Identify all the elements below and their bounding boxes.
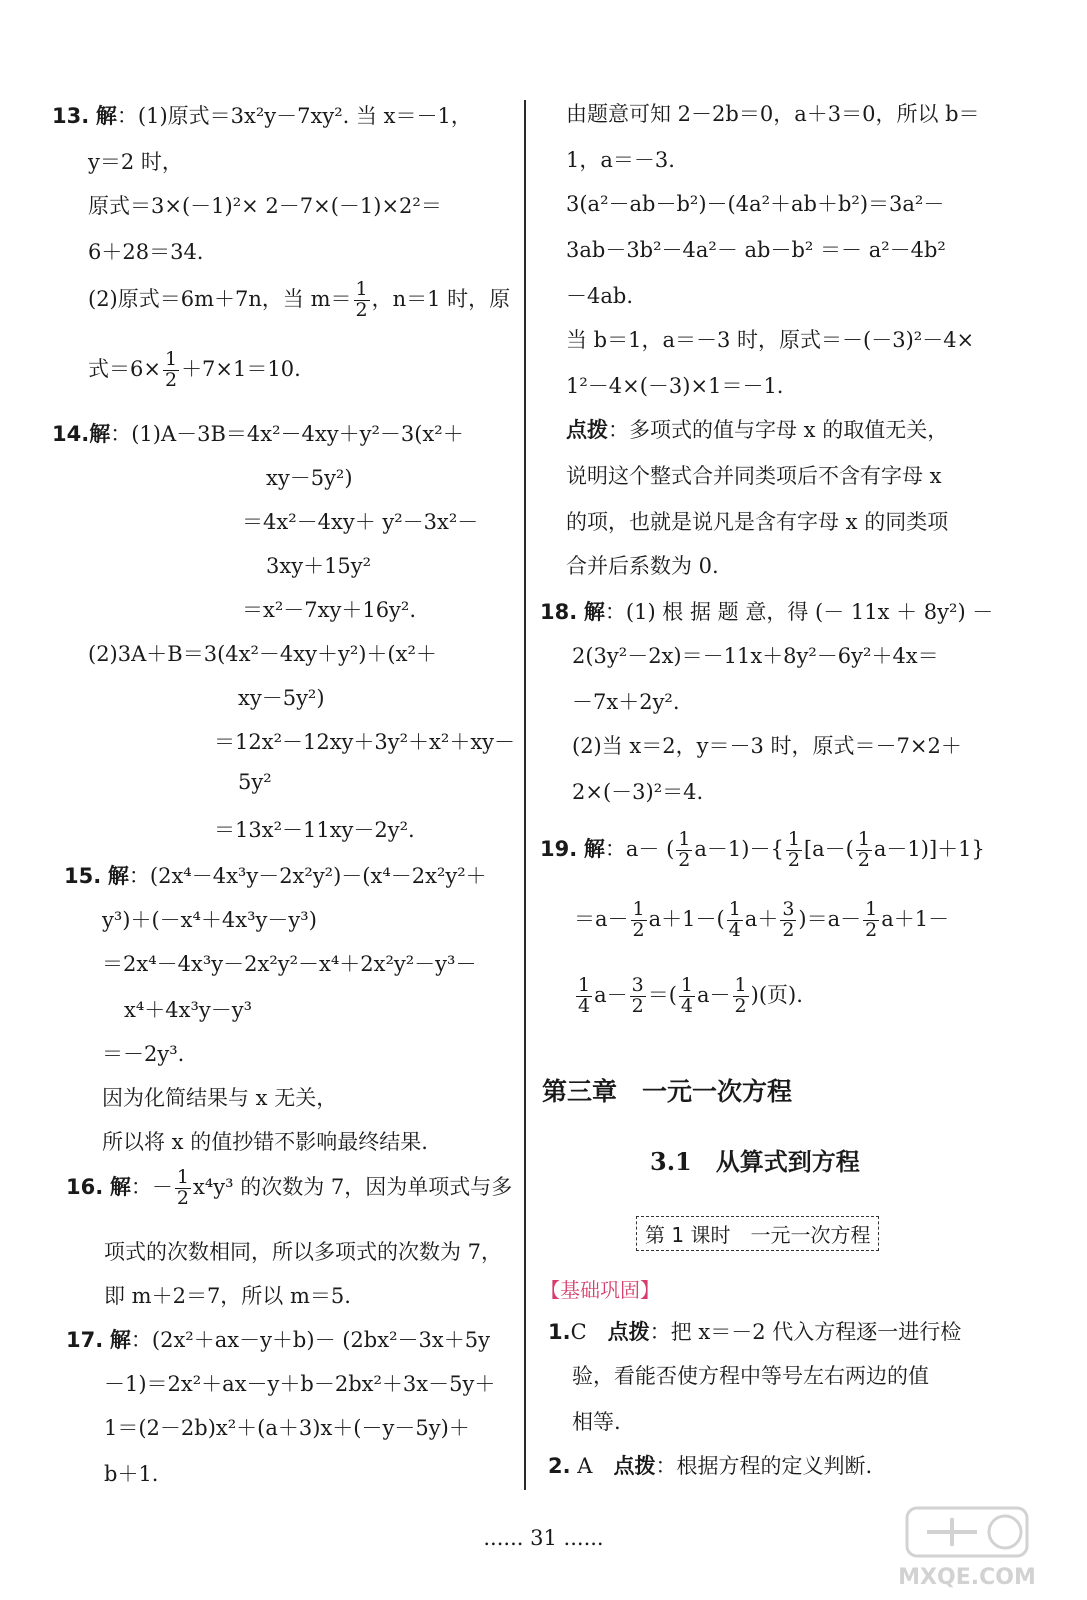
expr: a＋1－( <box>648 906 725 931</box>
q19-line2 <box>574 900 949 941</box>
answer2-choice: A <box>577 1454 593 1478</box>
q17c-line6: 当 b＝1，a＝－3 时，原式＝－(－3)²－4× <box>566 328 975 352</box>
q19-colon: ： <box>604 836 626 861</box>
denominator: 4 <box>578 994 591 1017</box>
q17-line4: b＋1. <box>104 1462 159 1486</box>
page-number-value: 31 <box>530 1526 557 1550</box>
q13-line6 <box>88 350 301 391</box>
q13-solve-label: 解 <box>95 104 117 128</box>
denominator: 2 <box>632 918 645 941</box>
fraction <box>780 900 796 941</box>
fraction <box>727 900 743 941</box>
expr: a－ <box>697 982 731 1007</box>
q16-line1 <box>66 1168 512 1209</box>
q13-line2: y＝2 时， <box>88 150 183 174</box>
q17c-tip-line2: 说明这个整式合并同类项后不含有字母 x <box>566 464 942 488</box>
expr: a＋1－ <box>881 906 950 931</box>
q19-solve-label: 解 <box>583 836 605 861</box>
denominator: 2 <box>678 848 691 871</box>
tip-text: ：把 x＝－2 代入方程逐一进行检 <box>649 1320 962 1344</box>
q14-line3: ＝4x²－4xy＋ y²－3x²－ <box>242 510 479 534</box>
q17-line1 <box>66 1324 490 1354</box>
q13-result-cont: ＋7×1＝10. <box>181 356 301 381</box>
numerator: 3 <box>782 898 795 920</box>
numerator: 3 <box>631 974 644 996</box>
q13-line1 <box>52 100 472 130</box>
q19-line1 <box>540 830 985 871</box>
q13-number: 13. <box>52 104 90 128</box>
watermark-logo <box>887 1500 1047 1595</box>
q18-solve-label: 解 <box>583 600 605 624</box>
q18-line4: (2)当 x＝2，y＝－3 时，原式＝－7×2＋ <box>572 734 962 758</box>
answer1-choice: C <box>570 1320 587 1344</box>
q17-text: ：(2x²＋ax－y＋b)－ (2bx²－3x＋5y <box>130 1328 490 1352</box>
expr: ＝( <box>647 982 677 1007</box>
q15-line4: x⁴＋4x³y－y³ <box>124 998 253 1022</box>
numerator: 1 <box>787 828 800 850</box>
q13-result-text: 式＝6× <box>88 356 161 381</box>
numerator: 1 <box>578 974 591 996</box>
denominator: 2 <box>865 918 878 941</box>
q13-line3: 原式＝3×(－1)²× 2－7×(－1)×2²＝ <box>88 194 442 218</box>
expr: [a－( <box>803 836 854 861</box>
expr: a－ ( <box>625 836 675 861</box>
numerator: 1 <box>632 898 645 920</box>
chapter-title: 第三章 一元一次方程 <box>542 1077 793 1106</box>
fraction <box>175 1168 191 1209</box>
q13-line5 <box>88 280 510 321</box>
q17-number: 17. <box>66 1328 104 1352</box>
q14-line1 <box>52 418 464 448</box>
expr: )(页). <box>750 982 803 1007</box>
fraction <box>863 900 879 941</box>
numerator: 1 <box>680 974 694 996</box>
dots: ...... <box>563 1526 604 1550</box>
numerator: 1 <box>164 348 178 370</box>
q18-line1 <box>540 596 993 626</box>
denominator: 2 <box>631 994 644 1017</box>
q15-line1 <box>64 860 487 890</box>
q14-line8: ＝12x²－12xy＋3y²＋x²＋xy－ <box>214 730 516 754</box>
answer1-line2: 验，看能否使方程中等号左右两边的值 <box>572 1364 929 1388</box>
fraction <box>631 900 647 941</box>
q13-part2-text: (2)原式＝6m＋7n，当 m＝ <box>88 286 352 311</box>
q17c-line5: －4ab. <box>566 284 633 308</box>
numerator: 1 <box>678 828 691 850</box>
denominator: 2 <box>857 848 870 871</box>
q14-line6: (2)3A＋B＝3(4x²－4xy＋y²)＋(x²＋ <box>88 642 437 666</box>
numerator: 1 <box>355 278 368 300</box>
q13-part2-cont: ，n＝1 时，原 <box>371 286 511 311</box>
answer1-number: 1. <box>548 1320 571 1344</box>
watermark-text: MXQE.COM <box>898 1565 1036 1590</box>
q16-line2: 项式的次数相同，所以多项式的次数为 7， <box>104 1240 503 1264</box>
numerator: 1 <box>734 974 747 996</box>
q15-number: 15. <box>64 864 102 888</box>
numerator: 1 <box>728 898 741 920</box>
section-title: 3.1 从算式到方程 <box>650 1147 860 1176</box>
q15-line3: ＝2x⁴－4x³y－2x²y²－x⁴＋2x²y²－y³－ <box>102 952 477 976</box>
denominator: 2 <box>734 994 747 1017</box>
tip-text: ：根据方程的定义判断. <box>655 1454 873 1478</box>
q18-text: ：(1) 根 据 题 意，得 (－ 11x ＋ 8y²) － <box>604 600 994 624</box>
q17c-line1: 由题意可知 2－2b＝0，a＋3＝0，所以 b＝ <box>566 102 980 126</box>
q14-line4: 3xy＋15y² <box>266 554 372 578</box>
q16-text: ：－ <box>130 1174 173 1199</box>
q14-solve-label: 解 <box>89 422 111 446</box>
q16-number: 16. <box>66 1174 104 1199</box>
q15-solve-label: 解 <box>107 864 129 888</box>
fraction <box>676 830 692 871</box>
fraction <box>163 350 179 391</box>
q18-line5: 2×(－3)²＝4. <box>572 780 704 804</box>
q19-number: 19. <box>540 836 578 861</box>
numerator: 1 <box>176 1166 189 1188</box>
fraction <box>856 830 872 871</box>
q13-text: ：(1)原式＝3x²y－7xy². 当 x＝－1， <box>116 104 472 128</box>
tip-label: 点拨 <box>607 1320 650 1344</box>
tip-label: 点拨 <box>566 418 608 442</box>
q18-line2: 2(3y²－2x)＝－11x＋8y²－6y²＋4x＝ <box>572 644 939 668</box>
q15-line6: 因为化简结果与 x 无关， <box>102 1086 338 1110</box>
q17c-line7: 1²－4×(－3)×1＝－1. <box>566 374 784 398</box>
expr: a－ <box>594 982 628 1007</box>
answer1-line3: 相等. <box>572 1410 621 1434</box>
q14-line5: ＝x²－7xy＋16y². <box>242 598 417 622</box>
denominator: 4 <box>680 994 694 1017</box>
q14-line2: xy－5y²) <box>266 466 353 490</box>
q15-line2: y³)＋(－x⁴＋4x³y－y³) <box>102 908 317 932</box>
q16-text-cont: x⁴y³ 的次数为 7，因为单项式与多 <box>192 1174 513 1199</box>
denominator: 4 <box>728 918 741 941</box>
q15-line7: 所以将 x 的值抄错不影响最终结果. <box>102 1130 428 1154</box>
fraction <box>630 976 646 1017</box>
q14-line10: ＝13x²－11xy－2y². <box>214 818 415 842</box>
q17c-tip-line1 <box>566 414 948 444</box>
expr: )＝a－ <box>798 906 862 931</box>
fraction <box>576 976 592 1017</box>
lesson-title: 第 1 课时 一元一次方程 <box>636 1216 879 1251</box>
fraction <box>679 976 695 1017</box>
answer1-line1 <box>548 1316 961 1346</box>
q13-line4: 6＋28＝34. <box>88 240 204 264</box>
expr: a＋ <box>744 906 779 931</box>
section-tag: 【基础巩固】 <box>540 1278 660 1302</box>
q19-line3 <box>574 976 803 1017</box>
watermark-icon <box>887 1500 1047 1595</box>
denominator: 2 <box>782 918 795 941</box>
q15-line5: ＝－2y³. <box>102 1042 185 1066</box>
numerator: 1 <box>857 828 870 850</box>
tip-text: ：多项式的值与字母 x 的取值无关， <box>608 418 949 442</box>
column-divider <box>524 100 526 1490</box>
q18-line3: －7x＋2y². <box>572 690 680 714</box>
fraction <box>733 976 749 1017</box>
q16-line3: 即 m＋2＝7，所以 m＝5. <box>104 1284 351 1308</box>
denominator: 2 <box>355 298 368 321</box>
q14-text: ：(1)A－3B＝4x²－4xy＋y²－3(x²＋ <box>110 422 464 446</box>
q16-solve-label: 解 <box>109 1174 131 1199</box>
q14-number: 14. <box>52 422 90 446</box>
q17c-line3: 3(a²－ab－b²)－(4a²＋ab＋b²)＝3a²－ <box>566 192 945 216</box>
dots: ...... <box>483 1526 524 1550</box>
answer2-number: 2. <box>548 1454 571 1478</box>
expr: a－1)]＋1} <box>873 836 985 861</box>
q17c-tip-line4: 合并后系数为 0. <box>566 554 719 578</box>
q14-line9: 5y² <box>238 770 272 794</box>
expr: a－1)－{ <box>694 836 784 861</box>
numerator: 1 <box>865 898 878 920</box>
q17-solve-label: 解 <box>109 1328 131 1352</box>
denominator: 2 <box>176 1186 189 1209</box>
q17-line3: 1＝(2－2b)x²＋(a＋3)x＋(－y－5y)＋ <box>104 1416 470 1440</box>
q18-number: 18. <box>540 600 578 624</box>
fraction <box>786 830 802 871</box>
answer2-line1 <box>548 1450 872 1480</box>
q17c-line4: 3ab－3b²－4a²－ ab－b² ＝－ a²－4b² <box>566 238 946 262</box>
denominator: 2 <box>787 848 800 871</box>
q17c-line2: 1，a＝－3. <box>566 148 675 172</box>
q17-line2: －1)＝2x²＋ax－y＋b－2bx²＋3x－5y＋ <box>104 1372 496 1396</box>
q17c-tip-line3: 的项，也就是说凡是含有字母 x 的同类项 <box>566 510 949 534</box>
fraction <box>354 280 370 321</box>
q15-text: ：(2x⁴－4x³y－2x²y²)－(x⁴－2x²y²＋ <box>128 864 487 888</box>
q14-line7: xy－5y²) <box>238 686 325 710</box>
denominator: 2 <box>164 368 178 391</box>
tip-label: 点拨 <box>613 1454 656 1478</box>
expr: ＝a－ <box>574 906 629 931</box>
